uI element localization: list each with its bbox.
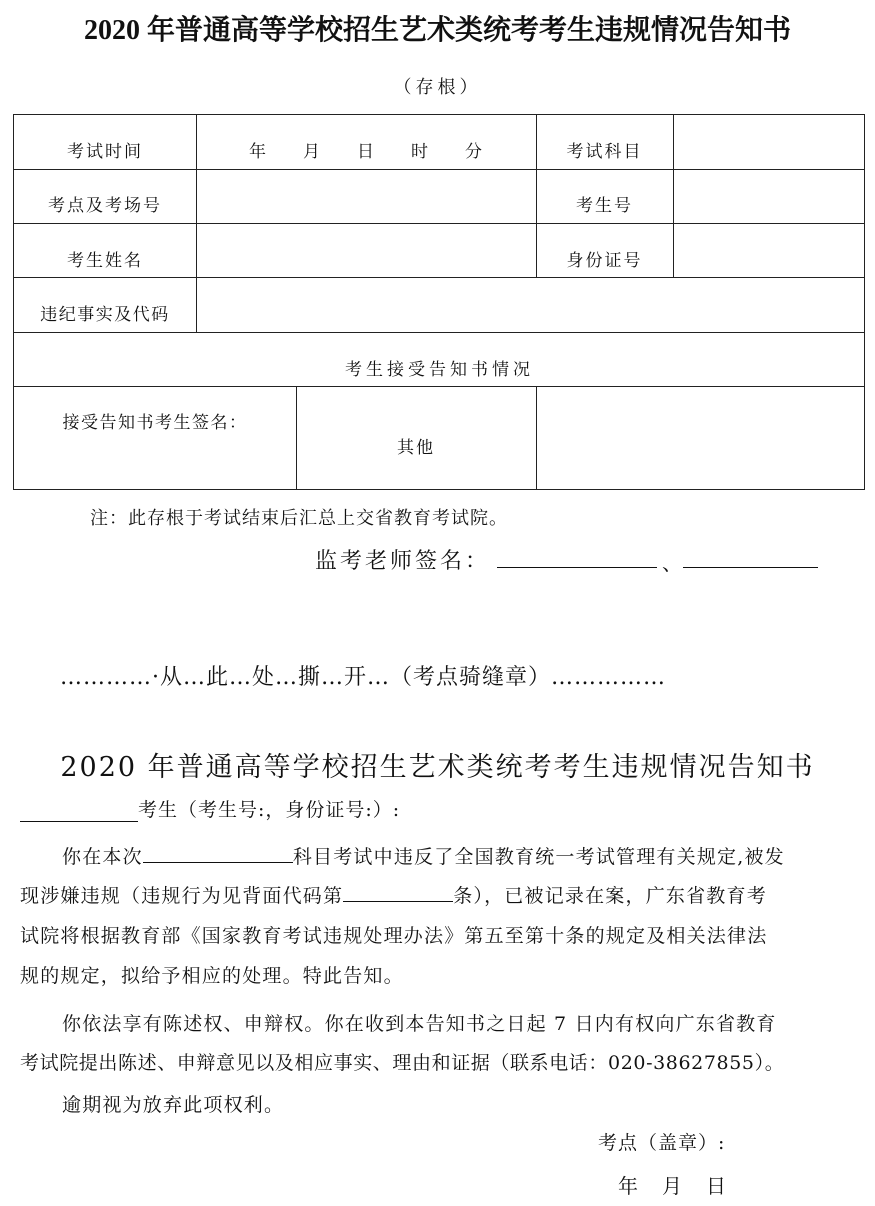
violation-label: 违纪事实及代码 (40, 305, 170, 325)
exam-site-label: 考点及考场号 (48, 196, 162, 216)
notice-text: 科目考试中违反了全国教育统一考试管理有关规定,被发 (292, 846, 785, 868)
notice-title: 2020 年普通高等学校招生艺术类统考考生违规情况告知书 (60, 752, 815, 783)
subject-blank[interactable] (143, 844, 293, 863)
notice-paragraph-1-line-3: 试院将根据教育部《国家教育考试违规处理办法》第五至第十条的规定及相关法律法 (20, 925, 768, 947)
signature-label: 接受告知书考生签名： (62, 413, 248, 433)
candidate-name-field[interactable] (196, 229, 536, 273)
notice-paragraph-3: 逾期视为放弃此项权利。 (62, 1094, 285, 1116)
exam-time-label: 考试时间 (67, 142, 143, 162)
violation-field[interactable] (196, 283, 865, 327)
exam-time-field[interactable]: 年 月 日 时 分 (249, 142, 483, 162)
tear-line: …………·从…此…处…撕…开…（考点骑缝章）…………… (60, 665, 666, 690)
candidate-no-label: 考生号 (576, 196, 633, 216)
exam-subject-field[interactable] (673, 123, 865, 163)
invigilator-signature-line-1[interactable] (497, 567, 657, 568)
candidate-name-blank[interactable] (20, 821, 138, 822)
table-rule (14, 169, 864, 170)
candidate-name-label: 考生姓名 (67, 251, 143, 271)
id-no-label: 身份证号 (566, 251, 643, 271)
id-no-field[interactable] (673, 229, 865, 273)
notice-text: 现涉嫌违规（违规行为见背面代码第 (20, 885, 344, 907)
notice-paragraph-2-line-1: 你依法享有陈述权、申辩权。你在收到本告知书之日起 7 日内有权向广东省教育 (62, 1013, 777, 1035)
seal-label: 考点（盖章）: (598, 1132, 726, 1154)
table-rule (14, 277, 864, 278)
notice-paragraph-1-line-2 (20, 881, 860, 908)
invigilator-signature-label: 监考老师签名： (315, 549, 491, 574)
other-field[interactable] (536, 391, 865, 487)
notice-text: 你在本次 (62, 846, 143, 868)
stub-subtitle: （存根） (393, 77, 482, 98)
exam-site-field[interactable] (196, 175, 536, 219)
stub-table (13, 114, 865, 490)
date-label: 年 月 日 (618, 1174, 728, 1198)
notice-paragraph-1-line-4: 规的规定，拟给予相应的处理。特此告知。 (20, 965, 404, 987)
notice-paragraph-1-line-1 (62, 842, 875, 869)
table-rule (14, 386, 864, 387)
invigilator-separator: 、 (662, 551, 682, 575)
notice-text: 条），已被记录在案，广东省教育考 (453, 885, 767, 907)
notice-paragraph-2-line-2: 考试院提出陈述、申辩意见以及相应事实、理由和证据（联系电话：020-38627855）。 (20, 1052, 785, 1074)
stub-title: 2020 年普通高等学校招生艺术类统考考生违规情况告知书 (83, 15, 791, 46)
table-rule (14, 332, 864, 333)
candidate-no-field[interactable] (673, 175, 865, 219)
stub-note: 注：此存根于考试结束后汇总上交省教育考试院。 (90, 508, 508, 529)
table-rule (14, 223, 864, 224)
exam-subject-label: 考试科目 (566, 142, 643, 162)
other-label: 其他 (397, 438, 435, 458)
violation-code-blank[interactable] (343, 883, 453, 902)
candidate-line: 考生（考生号:，身份证号:）: (138, 799, 401, 821)
acceptance-header: 考生接受告知书情况 (345, 360, 534, 380)
invigilator-signature-line-2[interactable] (683, 567, 818, 568)
